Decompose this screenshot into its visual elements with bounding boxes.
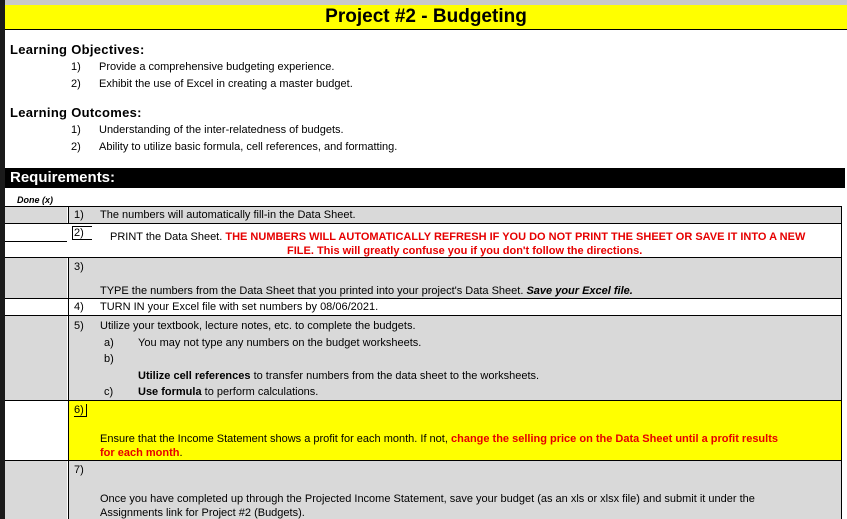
objectives-heading: Learning Objectives: [10, 42, 145, 57]
sub-item-text: to perform calculations. [204, 386, 319, 398]
requirement-row-3 [5, 257, 842, 298]
requirement-num: 1) [74, 209, 84, 221]
requirement-num: 2) [72, 226, 92, 240]
requirement-highlight: for each month [100, 447, 180, 459]
objective-text: Provide a comprehensive budgeting experience. [99, 61, 335, 73]
done-cell[interactable] [5, 258, 67, 298]
requirement-text: TURN IN your Excel file with set numbers by 08/06/2021. [100, 301, 379, 313]
requirement-text: Assignments link for Project #2 (Budgets). [100, 507, 305, 519]
outcome-num: 1) [71, 124, 81, 136]
requirement-row-5 [5, 315, 842, 400]
done-cell[interactable] [5, 299, 67, 315]
requirement-row-4 [5, 298, 842, 315]
requirement-text: PRINT the Data Sheet. [110, 231, 223, 243]
requirement-row-2 [5, 223, 842, 257]
page-title: Project #2 - Budgeting [5, 5, 847, 30]
sub-item-num: c) [104, 386, 114, 398]
requirement-num: 7) [74, 464, 84, 476]
objective-num: 1) [71, 61, 81, 73]
requirement-warning: THE NUMBERS WILL AUTOMATICALLY REFRESH IF YOU DO NOT PRINT THE SHEET OR SAVE IT INTO A NEW [225, 231, 806, 243]
sub-item-text: to transfer numbers from the data sheet to the worksheets. [253, 370, 540, 382]
requirement-text: Once you have completed up through the Projected Income Statement, save your budget (as an xls or xlsx file) and submit it under the [100, 493, 755, 505]
requirement-emphasis: Save your Excel file. [526, 285, 633, 297]
requirements-heading: Requirements: [5, 168, 845, 188]
done-cell[interactable] [5, 461, 67, 519]
sub-item-num: b) [104, 353, 114, 365]
requirement-num: 4) [74, 301, 84, 313]
requirement-highlight: change the selling price on the Data Sheet until a profit results [450, 433, 778, 445]
requirement-row-7 [5, 460, 842, 519]
requirement-end: . [179, 447, 183, 459]
done-column-label: Done (x) [17, 195, 53, 205]
outcome-text: Understanding of the inter-relatedness of budgets. [99, 124, 344, 136]
sub-item-bold: Use formula [138, 386, 202, 398]
requirement-text: The numbers will automatically fill-in the Data Sheet. [100, 209, 356, 221]
outcome-num: 2) [71, 141, 81, 153]
requirement-num: 3) [74, 261, 84, 273]
requirement-row-6 [5, 400, 842, 460]
objective-text: Exhibit the use of Excel in creating a master budget. [99, 78, 353, 90]
outcomes-heading: Learning Outcomes: [10, 105, 142, 120]
done-cell[interactable] [5, 224, 67, 242]
requirement-num: 6) [74, 404, 87, 417]
done-cell[interactable] [5, 401, 67, 460]
requirement-row-1 [5, 206, 842, 223]
done-cell[interactable] [5, 316, 67, 400]
requirement-text: Ensure that the Income Statement shows a profit for each month. If not, [100, 433, 448, 445]
done-cell[interactable] [5, 207, 67, 223]
sub-item-bold: Utilize cell references [138, 370, 251, 382]
sub-item-text: You may not type any numbers on the budget worksheets. [138, 337, 422, 349]
requirement-num: 5) [74, 320, 84, 332]
requirement-text: Utilize your textbook, lecture notes, etc. to complete the budgets. [100, 320, 416, 332]
requirement-text: TYPE the numbers from the Data Sheet that you printed into your project's Data Sheet. [100, 285, 524, 297]
sub-item-num: a) [104, 337, 114, 349]
objective-num: 2) [71, 78, 81, 90]
requirement-warning: FILE. This will greatly confuse you if you don't follow the directions. [287, 245, 643, 257]
outcome-text: Ability to utilize basic formula, cell references, and formatting. [99, 141, 398, 153]
